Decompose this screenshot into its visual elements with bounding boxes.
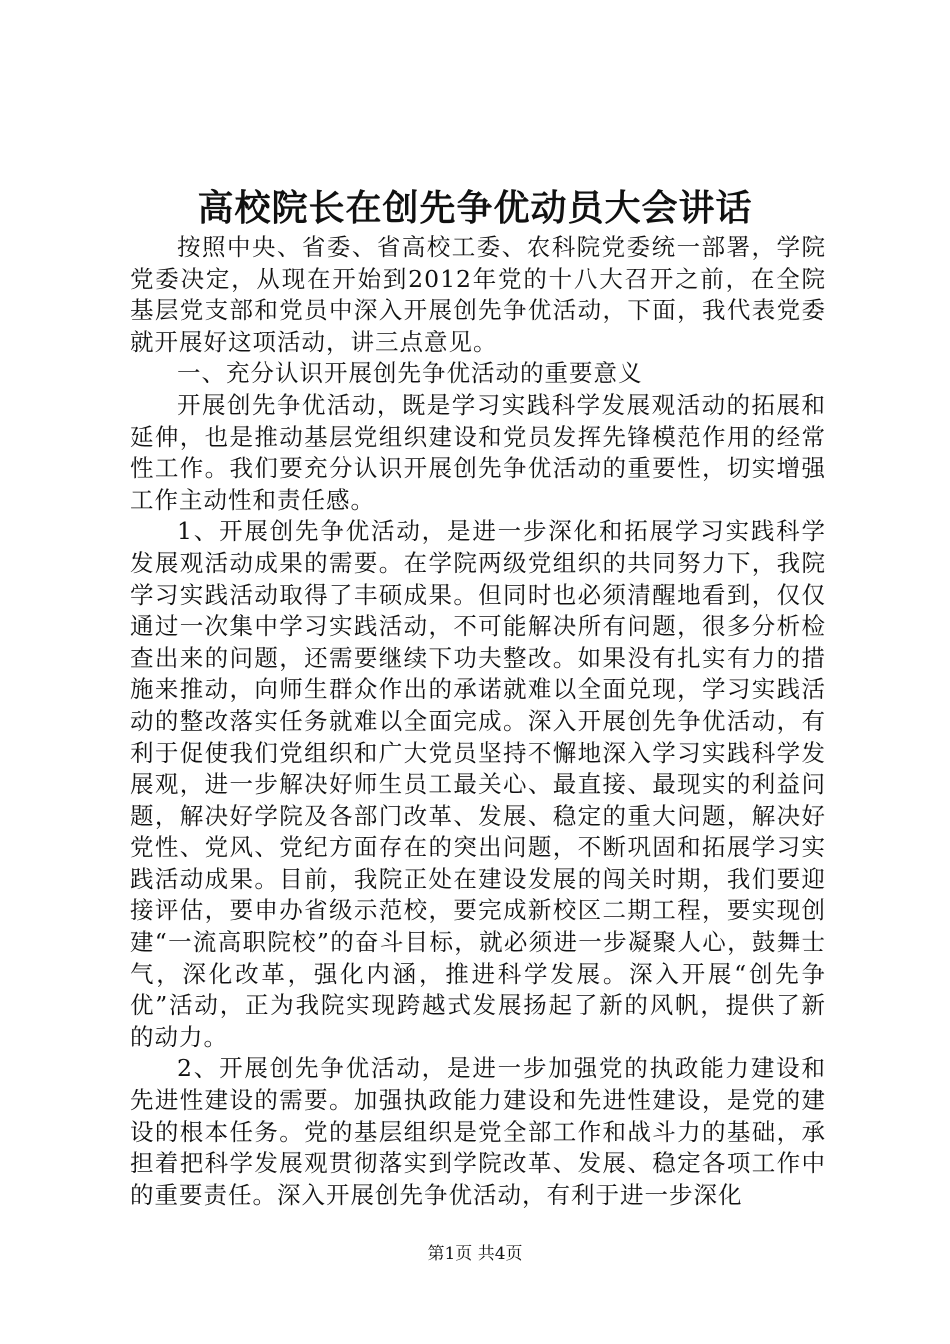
document-title: 高校院长在创先争优动员大会讲话	[197, 188, 753, 229]
paragraph-point-1: 1、开展创先争优活动，是进一步深化和拓展学习实践科学发展观活动成果的需要。在学院两级党组织的共同努力下，我院学习实践活动取得了丰硕成果。但同时也必须清醒地看到，仅仅通过一次集中学习实践活动，不可能解决所有问题，很多分析检查出来的问题，还需要继续下功夫整改。如果没有扎实有力的措施来推动，向师生群众作出的承诺就难以全面兑现，学习实践活动的整改落实任务就难以全面完成。深入开展创先争优活动，有利于促使我们党组织和广大党员坚持不懈地深入学习实践科学发展观，进一步解决好师生员工最关心、最直接、最现实的利益问题，解决好学院及各部门改革、发展、稳定的重大问题，解决好党性、党风、党纪方面存在的突出问题，不断巩固和拓展学习实践活动成果。目前，我院正处在建设发展的闯关时期，我们要迎接评估，要申办省级示范校，要完成新校区二期工程，要实现创建“一流高职院校”的奋斗目标，就必须进一步凝聚人心，鼓舞士气，深化改革，强化内涵，推进科学发展。深入开展“创先争优”活动，正为我院实现跨越式发展扬起了新的风帆，提供了新的动力。	[130, 517, 826, 1051]
paragraph-section-1-intro: 开展创先争优活动，既是学习实践科学发展观活动的拓展和延伸，也是推动基层党组织建设和党员发挥先锋模范作用的经常性工作。我们要充分认识开展创先争优活动的重要性，切实增强工作主动性和责任感。	[130, 390, 826, 514]
section-heading-1: 一、充分认识开展创先争优活动的重要意义	[177, 359, 643, 388]
page-number-footer: 第1页 共4页	[427, 1244, 523, 1264]
paragraph-point-2: 2、开展创先争优活动，是进一步加强党的执政能力建设和先进性建设的需要。加强执政能力建设和先进性建设，是党的建设的根本任务。党的基层组织是党全部工作和战斗力的基础，承担着把科学发展观贯彻落实到学院改革、发展、稳定各项工作中的重要责任。深入开展创先争优活动，有利于进一步深化	[130, 1054, 826, 1209]
paragraph-intro: 按照中央、省委、省高校工委、农科院党委统一部署，学院党委决定，从现在开始到2012年党的十八大召开之前，在全院基层党支部和党员中深入开展创先争优活动，下面，我代表党委就开展好这项活动，讲三点意见。	[130, 233, 826, 356]
document-body	[130, 232, 826, 1211]
